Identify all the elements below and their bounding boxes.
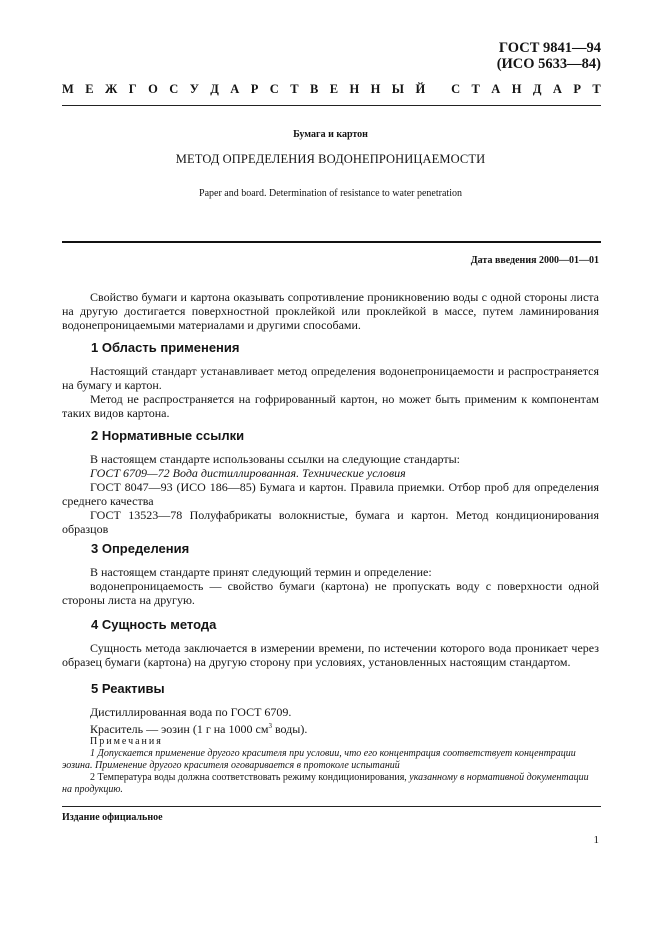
banner-letter: Е — [85, 82, 94, 96]
cubic-superscript: 3 — [268, 722, 272, 730]
document-title: МЕТОД ОПРЕДЕЛЕНИЯ ВОДОНЕПРОНИЦАЕМОСТИ — [175, 152, 486, 166]
section-4-paragraph-1: Сущность метода заключается в измерении времени, по истечении которого вода проникает через образец бумаги (картона) на другую сторону при условиях, установленных настоящим стандартом. — [62, 641, 599, 669]
banner-letter: А — [491, 82, 501, 96]
intro-paragraph — [62, 290, 599, 332]
banner-letter: Н — [370, 82, 381, 96]
note-1-text: 1 Допускается применение другого красителя при условии, что его концентрация соответствует концентрации эозина. Применение другого красителя оговаривается в протоколе испытаний — [62, 748, 576, 771]
section-1-paragraph-2: Метод не распространяется на гофрированный картон, но может быть применим к компонентам таких видов картона. — [62, 392, 599, 420]
section-5-body — [62, 705, 599, 736]
section-2-paragraph-1: В настоящем стандарте использованы ссылки на следующие стандарты: — [90, 452, 461, 466]
intro-text: Свойство бумаги и картона оказывать сопротивление проникновению воды с одной стороны листа на другую достигается поверхностной проклейкой или проклейкой в массе, путем ламинирования водонепроницаемыми материалами и другими способами. — [62, 290, 599, 332]
banner-letter: Р — [573, 82, 581, 96]
title-divider — [62, 241, 601, 243]
banner-letter: В — [309, 82, 319, 96]
banner-letter — [437, 82, 440, 97]
banner-letter: С — [169, 82, 179, 96]
section-1-paragraph-1: Настоящий стандарт устанавливает метод определения водонепроницаемости и распространяется на бумагу и картон. — [62, 364, 599, 392]
banner-letter: Н — [511, 82, 522, 96]
section-1-body — [62, 364, 599, 420]
section-2-heading: 2 Нормативные ссылки — [91, 428, 245, 443]
official-edition-label: Издание официальное — [62, 812, 163, 823]
banner-letter: М — [62, 82, 74, 96]
section-2-reference-gost-13523: ГОСТ 13523—78 Полуфабрикаты волокнистые, бумага и картон. Метод кондиционирования образцов — [62, 508, 599, 536]
document-subtitle: Бумага и картон — [293, 129, 368, 140]
banner-letter: Е — [329, 82, 339, 96]
document-title-english: Paper and board. Determination of resistance to water penetration — [199, 188, 462, 199]
banner-letter: Д — [210, 82, 219, 96]
banner-letter: Ж — [104, 82, 118, 96]
banner-letter: Т — [471, 82, 480, 96]
section-2-reference-gost-6709: ГОСТ 6709—72 Вода дистиллированная. Технические условия — [90, 466, 406, 480]
banner-letter: С — [451, 82, 461, 96]
section-3-paragraph-1: В настоящем стандарте принят следующий термин и определение: — [90, 565, 432, 579]
banner-letter: О — [148, 82, 158, 96]
section-2-body — [62, 452, 599, 536]
page-number: 1 — [593, 834, 599, 846]
effective-date: Дата введения 2000—01—01 — [470, 255, 599, 266]
section-5-paragraph-2 — [62, 719, 599, 736]
interstate-standard-banner — [62, 82, 601, 97]
banner-letter: А — [552, 82, 562, 96]
section-4-heading: 4 Сущность метода — [91, 617, 217, 632]
note-2 — [62, 772, 599, 796]
banner-letter: Н — [349, 82, 360, 96]
section-1-heading: 1 Область применения — [91, 340, 240, 355]
banner-letter: Г — [128, 82, 137, 96]
section-4-body — [62, 641, 599, 669]
note-1 — [62, 748, 599, 772]
footer-divider — [62, 806, 601, 807]
banner-letter: С — [269, 82, 279, 96]
banner-letter: Д — [532, 82, 542, 96]
banner-letter: У — [189, 82, 199, 96]
dye-text: Краситель — эозин (1 г на 1000 см — [90, 722, 269, 736]
section-3-body — [62, 565, 599, 607]
banner-letter: Р — [250, 82, 259, 96]
banner-letter: Т — [592, 82, 601, 96]
dye-text-end: воды). — [271, 722, 308, 736]
standard-code-block — [497, 40, 601, 72]
section-2-reference-gost-8047: ГОСТ 8047—93 (ИСО 186—85) Бумага и картон. Правила приемки. Отбор проб для определения среднего качества — [62, 480, 599, 508]
banner-letter: Й — [415, 82, 426, 96]
banner-letter: Т — [290, 82, 299, 96]
section-3-definition: водонепроницаемость — свойство бумаги (картона) не пропускать воду с поверхности одной стороны листа на другую. — [62, 579, 599, 607]
note-2-text-italic: указанному в нормативной документации на продукцию. — [62, 772, 589, 795]
banner-letter: А — [230, 82, 240, 96]
section-5-heading: 5 Реактивы — [91, 681, 165, 696]
notes-title: Примечания — [90, 736, 163, 747]
section-3-heading: 3 Определения — [91, 541, 190, 556]
standard-code: ГОСТ 9841—94 — [498, 40, 601, 56]
banner-letter: Ы — [391, 82, 405, 96]
section-5-paragraph-1: Дистиллированная вода по ГОСТ 6709. — [90, 705, 292, 719]
iso-code: (ИСО 5633—84) — [496, 56, 601, 72]
header-divider — [62, 105, 601, 106]
note-2-text: 2 Температура воды должна соответствовать режиму кондиционирования, — [90, 772, 407, 783]
